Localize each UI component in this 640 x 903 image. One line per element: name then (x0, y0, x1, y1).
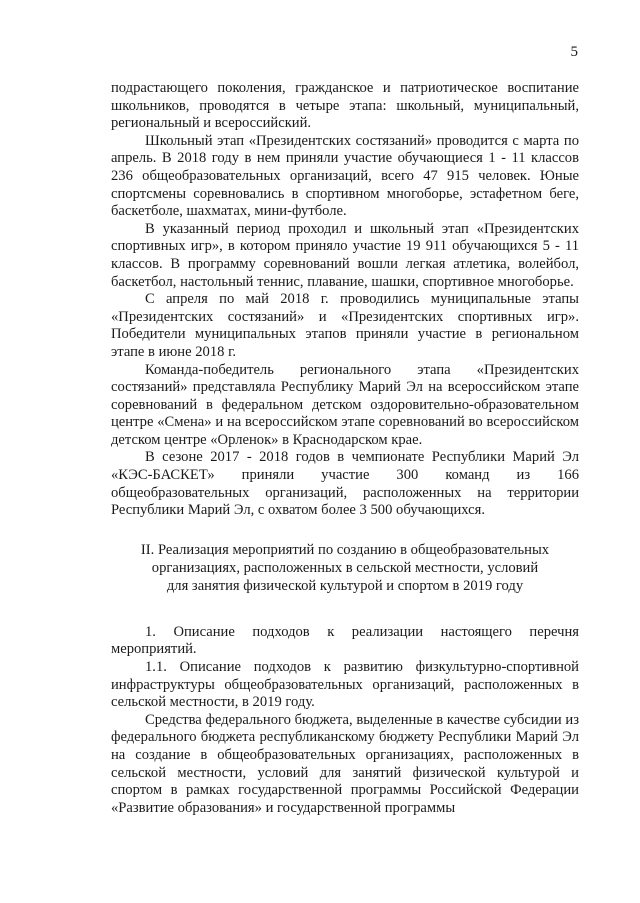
paragraph-municipal-stages: С апреля по май 2018 г. проводились муниципальные этапы «Президентских состязаний» и «Президентских спортивных игр». Победители муниципальных этапов приняли участие в региональном этапе в июне 2018 г. (111, 291, 579, 360)
paragraph-item-1-1: 1.1. Описание подходов к развитию физкультурно-спортивной инфраструктуры общеобразовательных организаций, расположенных в сельской местности, в 2019 году. (111, 659, 579, 711)
paragraph-item-1: 1. Описание подходов к реализации настоящего перечня мероприятий. (111, 623, 579, 658)
paragraph-winning-team: Команда-победитель регионального этапа «Президентских состязаний» представляла Республику Марий Эл на всероссийском этапе соревнований в федеральном детском оздоровительно-образовательном центре «Смена» и на всероссийском этапе соревнований во всероссийском детском центре «Орленок» в Краснодарском крае. (111, 361, 579, 448)
paragraph-kes-basket: В сезоне 2017 - 2018 годов в чемпионате Республики Марий Эл «КЭС-БАСКЕТ» приняли участие 300 команд из 166 общеобразовательных организаций, расположенных на территории Республики Марий Эл, с охватом более 3 500 обучающихся. (111, 449, 579, 519)
section-heading-line: II. Реализация мероприятий по созданию в общеобразовательных (140, 541, 550, 558)
paragraph-federal-funds: Средства федерального бюджета, выделенные в качестве субсидии из федерального бюджета республиканскому бюджету Республики Марий Эл на создание в общеобразовательных организациях, расположенных в сельской местности, условий для занятий физической культурой и спортом в рамках государственной программы Российской Федерации «Развитие образования» и государственной программы (111, 711, 579, 816)
page-number: 5 (570, 44, 578, 60)
document-body (111, 80, 579, 817)
paragraph-school-stage: Школьный этап «Президентских состязаний» проводится с марта по апрель. В 2018 году в нем приняли участие обучающиеся 1 - 11 классов 236 общеобразовательных организаций, всего 47 915 человек. Юные спортсмены соревновались в спортивном многоборье, эстафетном беге, баскетболе, шахматах, мини-футболе. (111, 132, 579, 220)
paragraph-school-games: В указанный период проходил и школьный этап «Президентских спортивных игр», в котором приняло участие 19 911 обучающихся 5 - 11 классов. В программу соревнований вошли легкая атлетика, волейбол, баскетбол, настольный теннис, плавание, шашки, спортивное многоборье. (111, 220, 579, 290)
section-heading-line: для занятия физической культурой и спортом в 2019 году (166, 577, 524, 594)
section-heading (111, 541, 579, 595)
section-heading-line: организациях, расположенных в сельской местности, условий (151, 559, 539, 576)
paragraph-continuation: подрастающего поколения, гражданское и патриотическое воспитание школьников, проводятся в четыре этапа: школьный, муниципальный, региональный и всероссийский. (111, 80, 579, 132)
